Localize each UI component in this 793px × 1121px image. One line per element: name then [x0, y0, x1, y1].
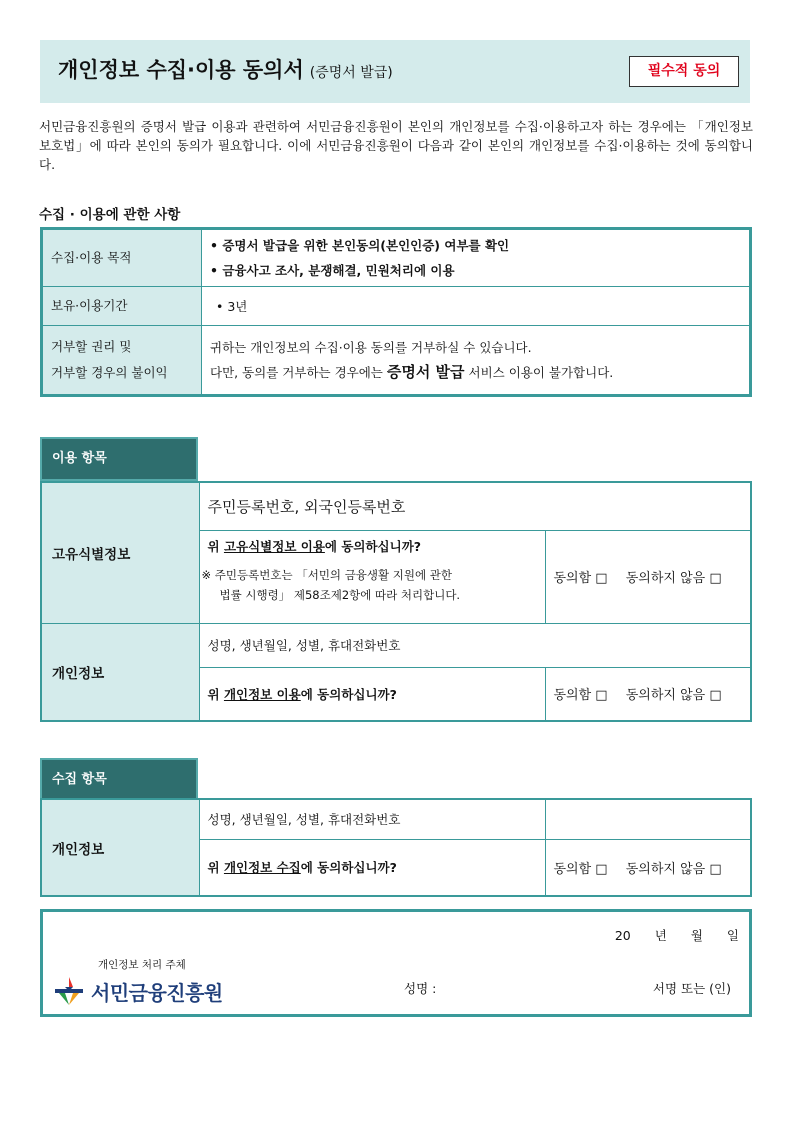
refuse-text-2a: 다만, 동의를 거부하는 경우에는 — [210, 365, 387, 380]
collect-consent-options — [545, 839, 751, 896]
personal-items-row — [41, 623, 751, 667]
date-year-prefix: 20 — [614, 928, 631, 943]
personal-disagree-checkbox[interactable]: 동의하지 않음 □ — [625, 688, 722, 704]
unique-id-items-row — [41, 482, 751, 530]
personal-info-items: 성명, 생년월일, 성별, 휴대전화번호 — [199, 623, 751, 667]
purpose-item-1: • 증명서 발급을 위한 본인동의(본인인증) 여부를 확인 — [210, 238, 510, 253]
page-title — [58, 54, 393, 84]
title-main-text: 개인정보 수집·이용 동의서 — [58, 58, 304, 82]
purpose-label: 수집·이용 목적 — [42, 229, 202, 287]
refuse-label — [42, 326, 202, 396]
personal-consent-options — [545, 667, 751, 721]
signature-box — [40, 909, 752, 1017]
refuse-label-line-2: 거부할 경우의 불이익 — [51, 365, 168, 380]
unique-disagree-checkbox[interactable]: 동의하지 않음 □ — [625, 571, 722, 586]
purpose-item-2: • 금융사고 조사, 분쟁해결, 민원처리에 이용 — [210, 263, 455, 278]
refuse-label-line-1: 거부할 권리 및 — [51, 339, 132, 354]
unique-q-term: 고유식별정보 이용 — [223, 538, 325, 554]
unique-id-consent-options — [545, 530, 751, 623]
refuse-text-2c: 서비스 이용이 불가합니다. — [464, 365, 614, 380]
issuer-label: 개인정보 처리 주체 — [98, 959, 186, 971]
collect-empty-cell — [545, 799, 751, 839]
unique-q-post: 에 동의하십니까? — [324, 538, 422, 554]
period-label: 보유·이용기간 — [42, 287, 202, 326]
intro-paragraph: 서민금융진흥원의 증명서 발급 이용과 관련하여 서민금융진흥원이 본인의 개인정보를 수집·이용하고자 하는 경우에는 「개인정보 보호법」에 따라 본인의 동의가 필요합니다. 이에 서민금융진흥원이 다음과 같이 본인의 개인정보를 수집·이용하는 것에 동의합니다. — [39, 119, 753, 172]
period-value: • 3년 — [202, 287, 751, 326]
unique-note-line-1: ※ 주민등록번호는 「서민의 금융생활 지원에 관한 — [201, 567, 452, 582]
section-title: 수집 · 이용에 관한 사항 — [39, 207, 181, 223]
date-year: 년 — [654, 928, 667, 943]
refuse-text-2 — [210, 360, 749, 385]
org-logo — [53, 972, 223, 1010]
collect-question — [199, 839, 545, 896]
org-logo-icon — [53, 975, 85, 1007]
usage-items-table — [40, 481, 752, 722]
unique-q-pre: 위 — [207, 538, 224, 554]
personal-question — [199, 667, 545, 721]
collect-disagree-checkbox[interactable]: 동의하지 않음 □ — [625, 861, 722, 877]
title-subtitle: (증명서 발급) — [309, 65, 393, 81]
org-logo-text: 서민금융진흥원 — [91, 980, 223, 1005]
purpose-row — [42, 229, 751, 287]
unique-note-line-2: 법률 시행령」 제58조제2항에 따라 처리합니다. — [219, 587, 461, 602]
collection-info-table — [40, 227, 752, 397]
date-day: 일 — [726, 928, 739, 943]
usage-items-tag: 이용 항목 — [40, 437, 198, 481]
title-bar — [40, 40, 750, 103]
collect-agree-checkbox[interactable]: 동의함 □ — [553, 861, 608, 877]
signer-name-label: 성명 : — [404, 981, 437, 996]
unique-id-items: 주민등록번호, 외국인등록번호 — [199, 482, 751, 530]
collection-items-table — [40, 798, 752, 897]
refuse-content — [202, 326, 751, 396]
collect-q-term: 개인정보 수집 — [223, 860, 301, 876]
personal-q-pre: 위 — [207, 686, 224, 702]
personal-q-post: 에 동의하십니까? — [300, 686, 397, 702]
collect-personal-items: 성명, 생년월일, 성별, 휴대전화번호 — [199, 799, 545, 839]
date-row — [615, 926, 739, 944]
required-consent-badge: 필수적 동의 — [629, 56, 739, 87]
refuse-row — [42, 326, 751, 396]
signature-seal-label: 서명 또는 (인) — [652, 981, 731, 996]
date-month: 월 — [690, 928, 703, 943]
unique-id-label: 고유식별정보 — [41, 482, 199, 623]
personal-q-term: 개인정보 이용 — [223, 686, 301, 702]
personal-info-label: 개인정보 — [41, 623, 199, 721]
refuse-text-2b: 증명서 발급 — [386, 363, 465, 381]
unique-agree-checkbox[interactable]: 동의함 □ — [553, 571, 608, 586]
collection-items-tag: 수집 항목 — [40, 758, 198, 802]
unique-id-question-cell — [199, 530, 545, 623]
collect-personal-label: 개인정보 — [41, 799, 199, 896]
collect-items-row — [41, 799, 751, 839]
unique-id-note — [202, 563, 545, 603]
period-row — [42, 287, 751, 326]
personal-agree-checkbox[interactable]: 동의함 □ — [553, 688, 608, 704]
collect-q-post: 에 동의하십니까? — [300, 860, 397, 876]
collect-q-pre: 위 — [207, 860, 224, 876]
refuse-text-1: 귀하는 개인정보의 수집·이용 동의를 거부하실 수 있습니다. — [210, 340, 532, 355]
purpose-content — [202, 229, 751, 287]
unique-id-question — [208, 537, 545, 555]
